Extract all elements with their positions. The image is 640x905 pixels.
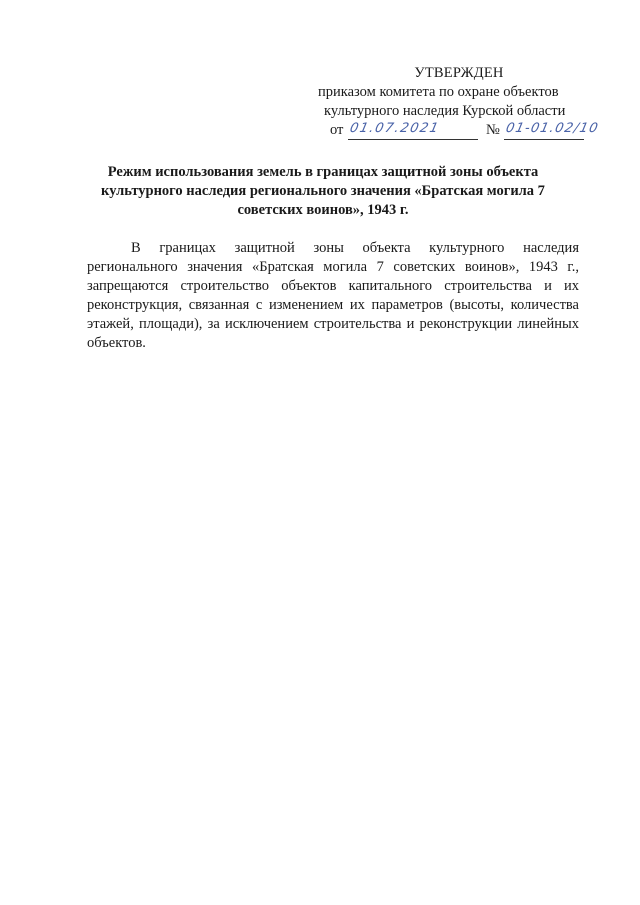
approved-heading: УТВЕРЖДЕН	[414, 65, 504, 81]
approval-order-line: приказом комитета по охране объектов	[318, 84, 559, 100]
number-label: №	[486, 122, 500, 138]
approval-stamp-block	[318, 64, 601, 143]
approval-date-number-row	[318, 121, 601, 143]
approval-committee-line: культурного наследия Курской области	[324, 103, 566, 119]
date-field	[348, 122, 478, 140]
handwritten-number: 01-01.02/10	[504, 121, 601, 136]
document-title: Режим использования земель в границах защитной зоны объекта культурного наследия регионального значения «Братская могила 7 советских воинов», 1943 г.	[101, 164, 545, 218]
date-from-label: от	[330, 122, 344, 138]
document-body-paragraph: В границах защитной зоны объекта культурного наследия регионального значения «Братская могила 7 советских воинов», 1943 г., запрещаются строительство объектов капитального строительства и их реконструкция, связанная с изменением их параметров (высоты, количества этажей, площади), за исключением строительства и реконструкции линейных объектов.	[87, 240, 579, 351]
number-field	[504, 121, 601, 140]
handwritten-date: 01.07.2021	[348, 121, 442, 136]
